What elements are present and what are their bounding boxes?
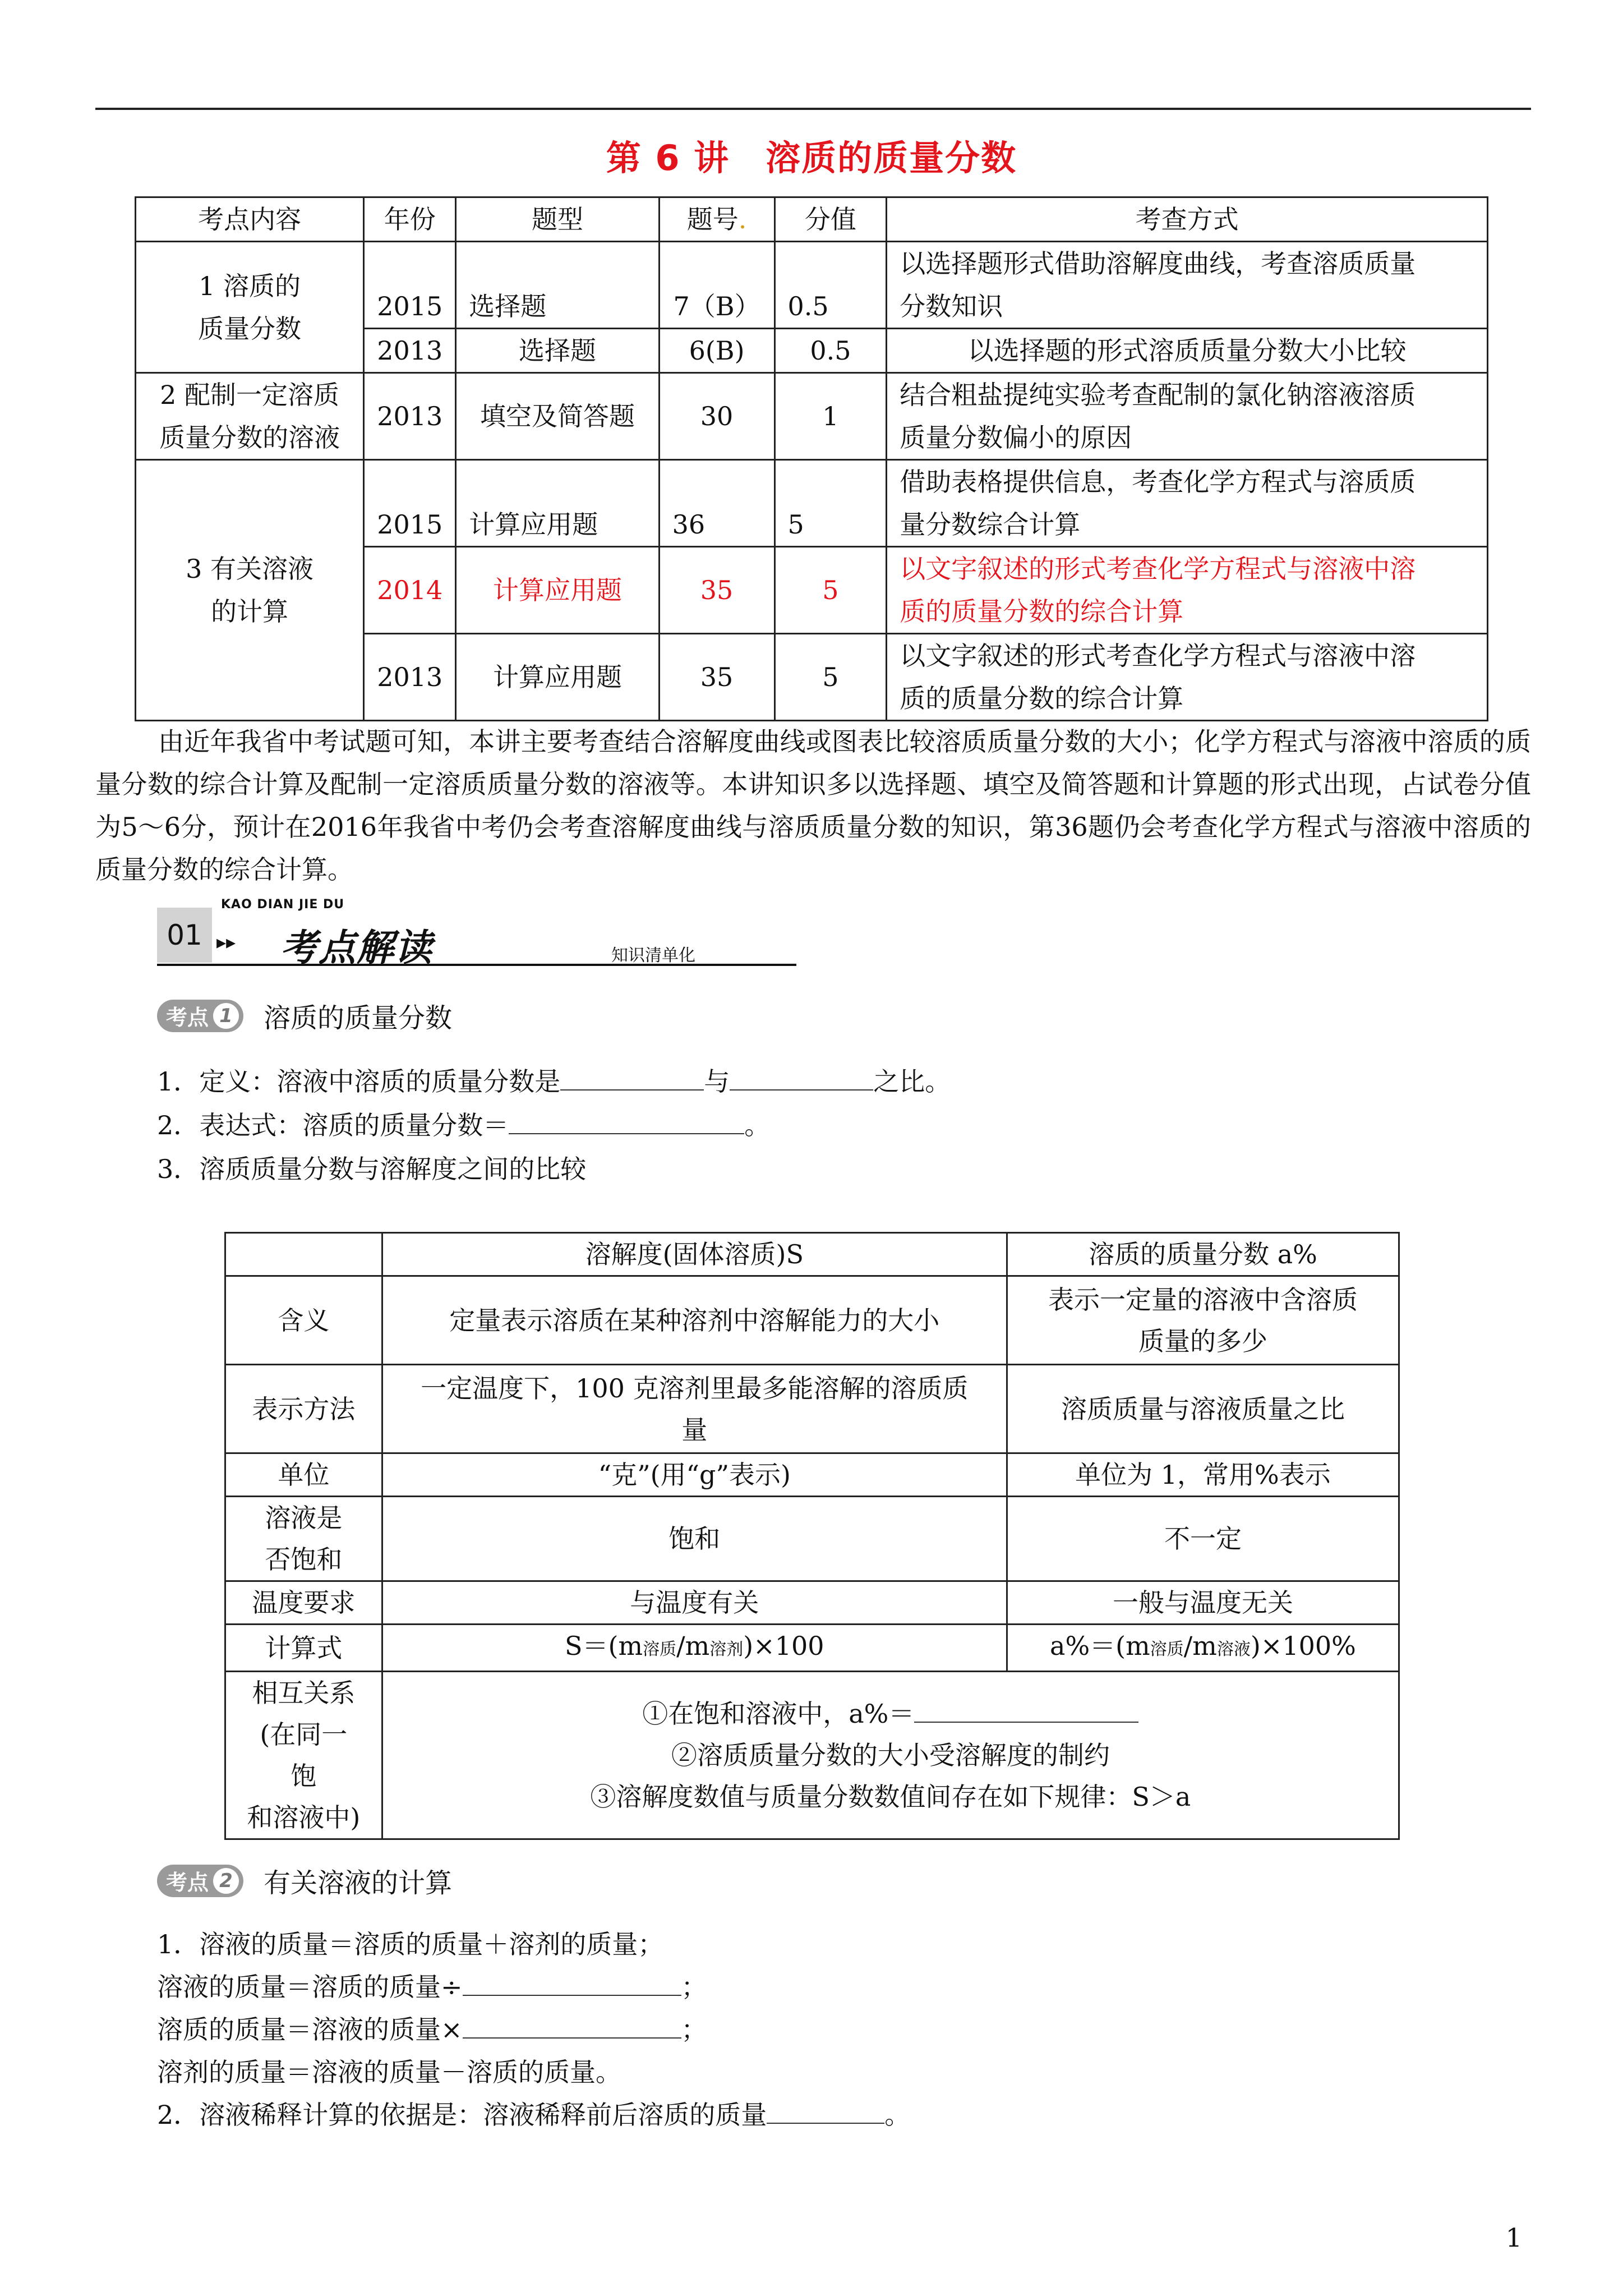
row-label: 计算式 <box>225 1625 382 1672</box>
score-cell: 0.5 <box>774 329 887 373</box>
comparison-table <box>224 1232 1400 1840</box>
year-cell: 2014 <box>364 547 456 634</box>
table-header-row <box>136 197 1488 242</box>
solubility-cell: 一定温度下，100 克溶剂里最多能溶解的溶质质 量 <box>382 1365 1007 1453</box>
method-cell: 以文字叙述的形式考查化学方程式与溶液中溶 质的质量分数的综合计算 <box>887 547 1488 634</box>
topic-cell: 3 有关溶液 的计算 <box>136 460 364 721</box>
solubility-cell: 饱和 <box>382 1497 1007 1581</box>
fill-blank[interactable] <box>509 1111 744 1134</box>
solubility-cell: “克”(用“g”表示) <box>382 1453 1007 1497</box>
row-label: 表示方法 <box>225 1365 382 1453</box>
type-cell: 计算应用题 <box>456 547 659 634</box>
num-cell: 35 <box>659 547 774 634</box>
header-cell: 分值 <box>774 197 887 242</box>
score-cell: 5 <box>774 460 887 547</box>
row-label: 含义 <box>225 1276 382 1365</box>
header-cell <box>225 1233 382 1276</box>
header-cell: 题型 <box>456 197 659 242</box>
list-item: 2．溶液稀释计算的依据是：溶液稀释前后溶质的质量 。 <box>157 2100 911 2130</box>
score-cell: 1 <box>774 373 887 460</box>
table-row <box>136 242 1488 329</box>
table-row <box>225 1497 1399 1581</box>
kaodian-number: 2 <box>213 1868 239 1894</box>
page-number: 1 <box>1505 2223 1522 2253</box>
kaodian-2-heading <box>157 1861 452 1900</box>
method-cell: 以选择题的形式溶质质量分数大小比较 <box>887 329 1488 373</box>
num-cell: 30 <box>659 373 774 460</box>
section-pinyin: KAO DIAN JIE DU <box>221 898 345 912</box>
relation-cell: ①在饱和溶液中，a%＝ ②溶质质量分数的大小受溶解度的制约 ③溶解度数值与质量分数数值间存在如下规律：S＞a <box>382 1672 1399 1839</box>
method-cell: 借助表格提供信息，考查化学方程式与溶质质 量分数综合计算 <box>887 460 1488 547</box>
list-item: 溶液的质量＝溶质的质量÷ ； <box>157 1972 707 2002</box>
formula-row <box>225 1625 1399 1672</box>
score-cell: 5 <box>774 634 887 721</box>
year-cell: 2013 <box>364 373 456 460</box>
method-cell: 以选择题形式借助溶解度曲线，考查溶质质量 分数知识 <box>887 242 1488 329</box>
list-item: 2．表达式：溶质的质量分数＝ 。 <box>157 1110 771 1140</box>
list-item: 3．溶质质量分数与溶解度之间的比较 <box>157 1154 587 1184</box>
mass-fraction-cell: 一般与温度无关 <box>1007 1581 1399 1625</box>
list-item: 溶质的质量＝溶液的质量× ； <box>157 2014 707 2045</box>
num-cell: 35 <box>659 634 774 721</box>
type-cell: 计算应用题 <box>456 460 659 547</box>
header-cell: 考点内容 <box>136 197 364 242</box>
header-cell: 溶质的质量分数 a% <box>1007 1233 1399 1276</box>
page-title: 第 6 讲 溶质的质量分数 <box>606 137 1017 178</box>
kaodian-1-heading <box>157 996 452 1035</box>
table-row <box>136 373 1488 460</box>
topic-cell: 2 配制一定溶质 质量分数的溶液 <box>136 373 364 460</box>
num-cell: 6(B) <box>659 329 774 373</box>
kaodian-title: 有关溶液的计算 <box>264 1867 453 1899</box>
table-row <box>225 1453 1399 1497</box>
header-cell: 考查方式 <box>887 197 1488 242</box>
list-item: 1．溶液的质量＝溶质的质量＋溶剂的质量； <box>157 1929 664 1959</box>
method-cell: 结合粗盐提纯实验考查配制的氯化钠溶液溶质 质量分数偏小的原因 <box>887 373 1488 460</box>
type-cell: 填空及简答题 <box>456 373 659 460</box>
intro-paragraph: 由近年我省中考试题可知，本讲主要考查结合溶解度曲线或图表比较溶质质量分数的大小；化学方程式与溶液中溶质的质量分数的综合计算及配制一定溶质质量分数的溶液等。本讲知识多以选择题、填空及简答题和计算题的形式出现，占试卷分值为5～6分，预计在2016年我省中考仍会考查溶解度曲线与溶质质量分数的知识，第36题仍会考查化学方程式与溶液中溶质的质量分数的综合计算。 <box>95 726 1531 885</box>
table-row <box>225 1365 1399 1453</box>
mass-fraction-formula: a%＝(m溶质/m溶液)×100% <box>1007 1625 1399 1672</box>
kaodian-title: 溶质的质量分数 <box>264 1002 453 1034</box>
stray-dot: . <box>738 204 747 234</box>
table-header-row <box>225 1233 1399 1276</box>
fill-blank[interactable] <box>463 1972 681 1996</box>
type-cell: 计算应用题 <box>456 634 659 721</box>
row-label: 溶液是 否饱和 <box>225 1497 382 1581</box>
score-cell: 5 <box>774 547 887 634</box>
solubility-formula: S＝(m溶质/m溶剂)×100 <box>382 1625 1007 1672</box>
topic-cell: 1 溶质的 质量分数 <box>136 242 364 373</box>
fill-blank[interactable] <box>730 1067 873 1091</box>
table-row <box>136 460 1488 547</box>
fill-blank[interactable] <box>463 2015 681 2039</box>
section-number: 01 <box>157 908 212 963</box>
method-cell: 以文字叙述的形式考查化学方程式与溶液中溶 质的质量分数的综合计算 <box>887 634 1488 721</box>
relation-row <box>225 1672 1399 1839</box>
mass-fraction-cell: 单位为 1，常用%表示 <box>1007 1453 1399 1497</box>
header-cell: 题号. <box>659 197 774 242</box>
year-cell: 2015 <box>364 242 456 329</box>
list-item: 溶剂的质量＝溶液的质量－溶质的质量。 <box>157 2057 621 2087</box>
kaodian-badge: 考点 1 <box>157 1000 243 1032</box>
section-rule <box>157 964 796 966</box>
solubility-cell: 与温度有关 <box>382 1581 1007 1625</box>
mass-fraction-cell: 表示一定量的溶液中含溶质 质量的多少 <box>1007 1276 1399 1365</box>
header-cell: 溶解度(固体溶质)S <box>382 1233 1007 1276</box>
row-label: 单位 <box>225 1453 382 1497</box>
num-cell: 36 <box>659 460 774 547</box>
type-cell: 选择题 <box>456 242 659 329</box>
section-header <box>157 898 796 969</box>
exam-overview-table <box>135 196 1488 721</box>
kaodian-badge: 考点 2 <box>157 1865 243 1897</box>
double-arrow-icon: ▸▸ <box>216 931 236 954</box>
section-heading: 考点解读 <box>280 926 433 969</box>
fill-blank[interactable] <box>767 2100 884 2124</box>
row-label: 相互关系 (在同一 饱 和溶液中) <box>225 1672 382 1839</box>
score-cell: 0.5 <box>774 242 887 329</box>
type-cell: 选择题 <box>456 329 659 373</box>
solubility-cell: 定量表示溶质在某种溶剂中溶解能力的大小 <box>382 1276 1007 1365</box>
header-rule <box>95 108 1531 110</box>
year-cell: 2015 <box>364 460 456 547</box>
mass-fraction-cell: 溶质质量与溶液质量之比 <box>1007 1365 1399 1453</box>
fill-blank[interactable] <box>560 1067 704 1091</box>
row-label: 温度要求 <box>225 1581 382 1625</box>
section-subheading: 知识清单化 <box>611 946 695 965</box>
table-row <box>225 1276 1399 1365</box>
mass-fraction-cell: 不一定 <box>1007 1497 1399 1581</box>
fill-blank[interactable] <box>914 1699 1138 1723</box>
kaodian-number: 1 <box>213 1003 239 1029</box>
num-cell: 7（B） <box>659 242 774 329</box>
year-cell: 2013 <box>364 634 456 721</box>
header-cell: 年份 <box>364 197 456 242</box>
table-row <box>225 1581 1399 1625</box>
year-cell: 2013 <box>364 329 456 373</box>
list-item: 1．定义：溶液中溶质的质量分数是 与 之比。 <box>157 1066 951 1097</box>
